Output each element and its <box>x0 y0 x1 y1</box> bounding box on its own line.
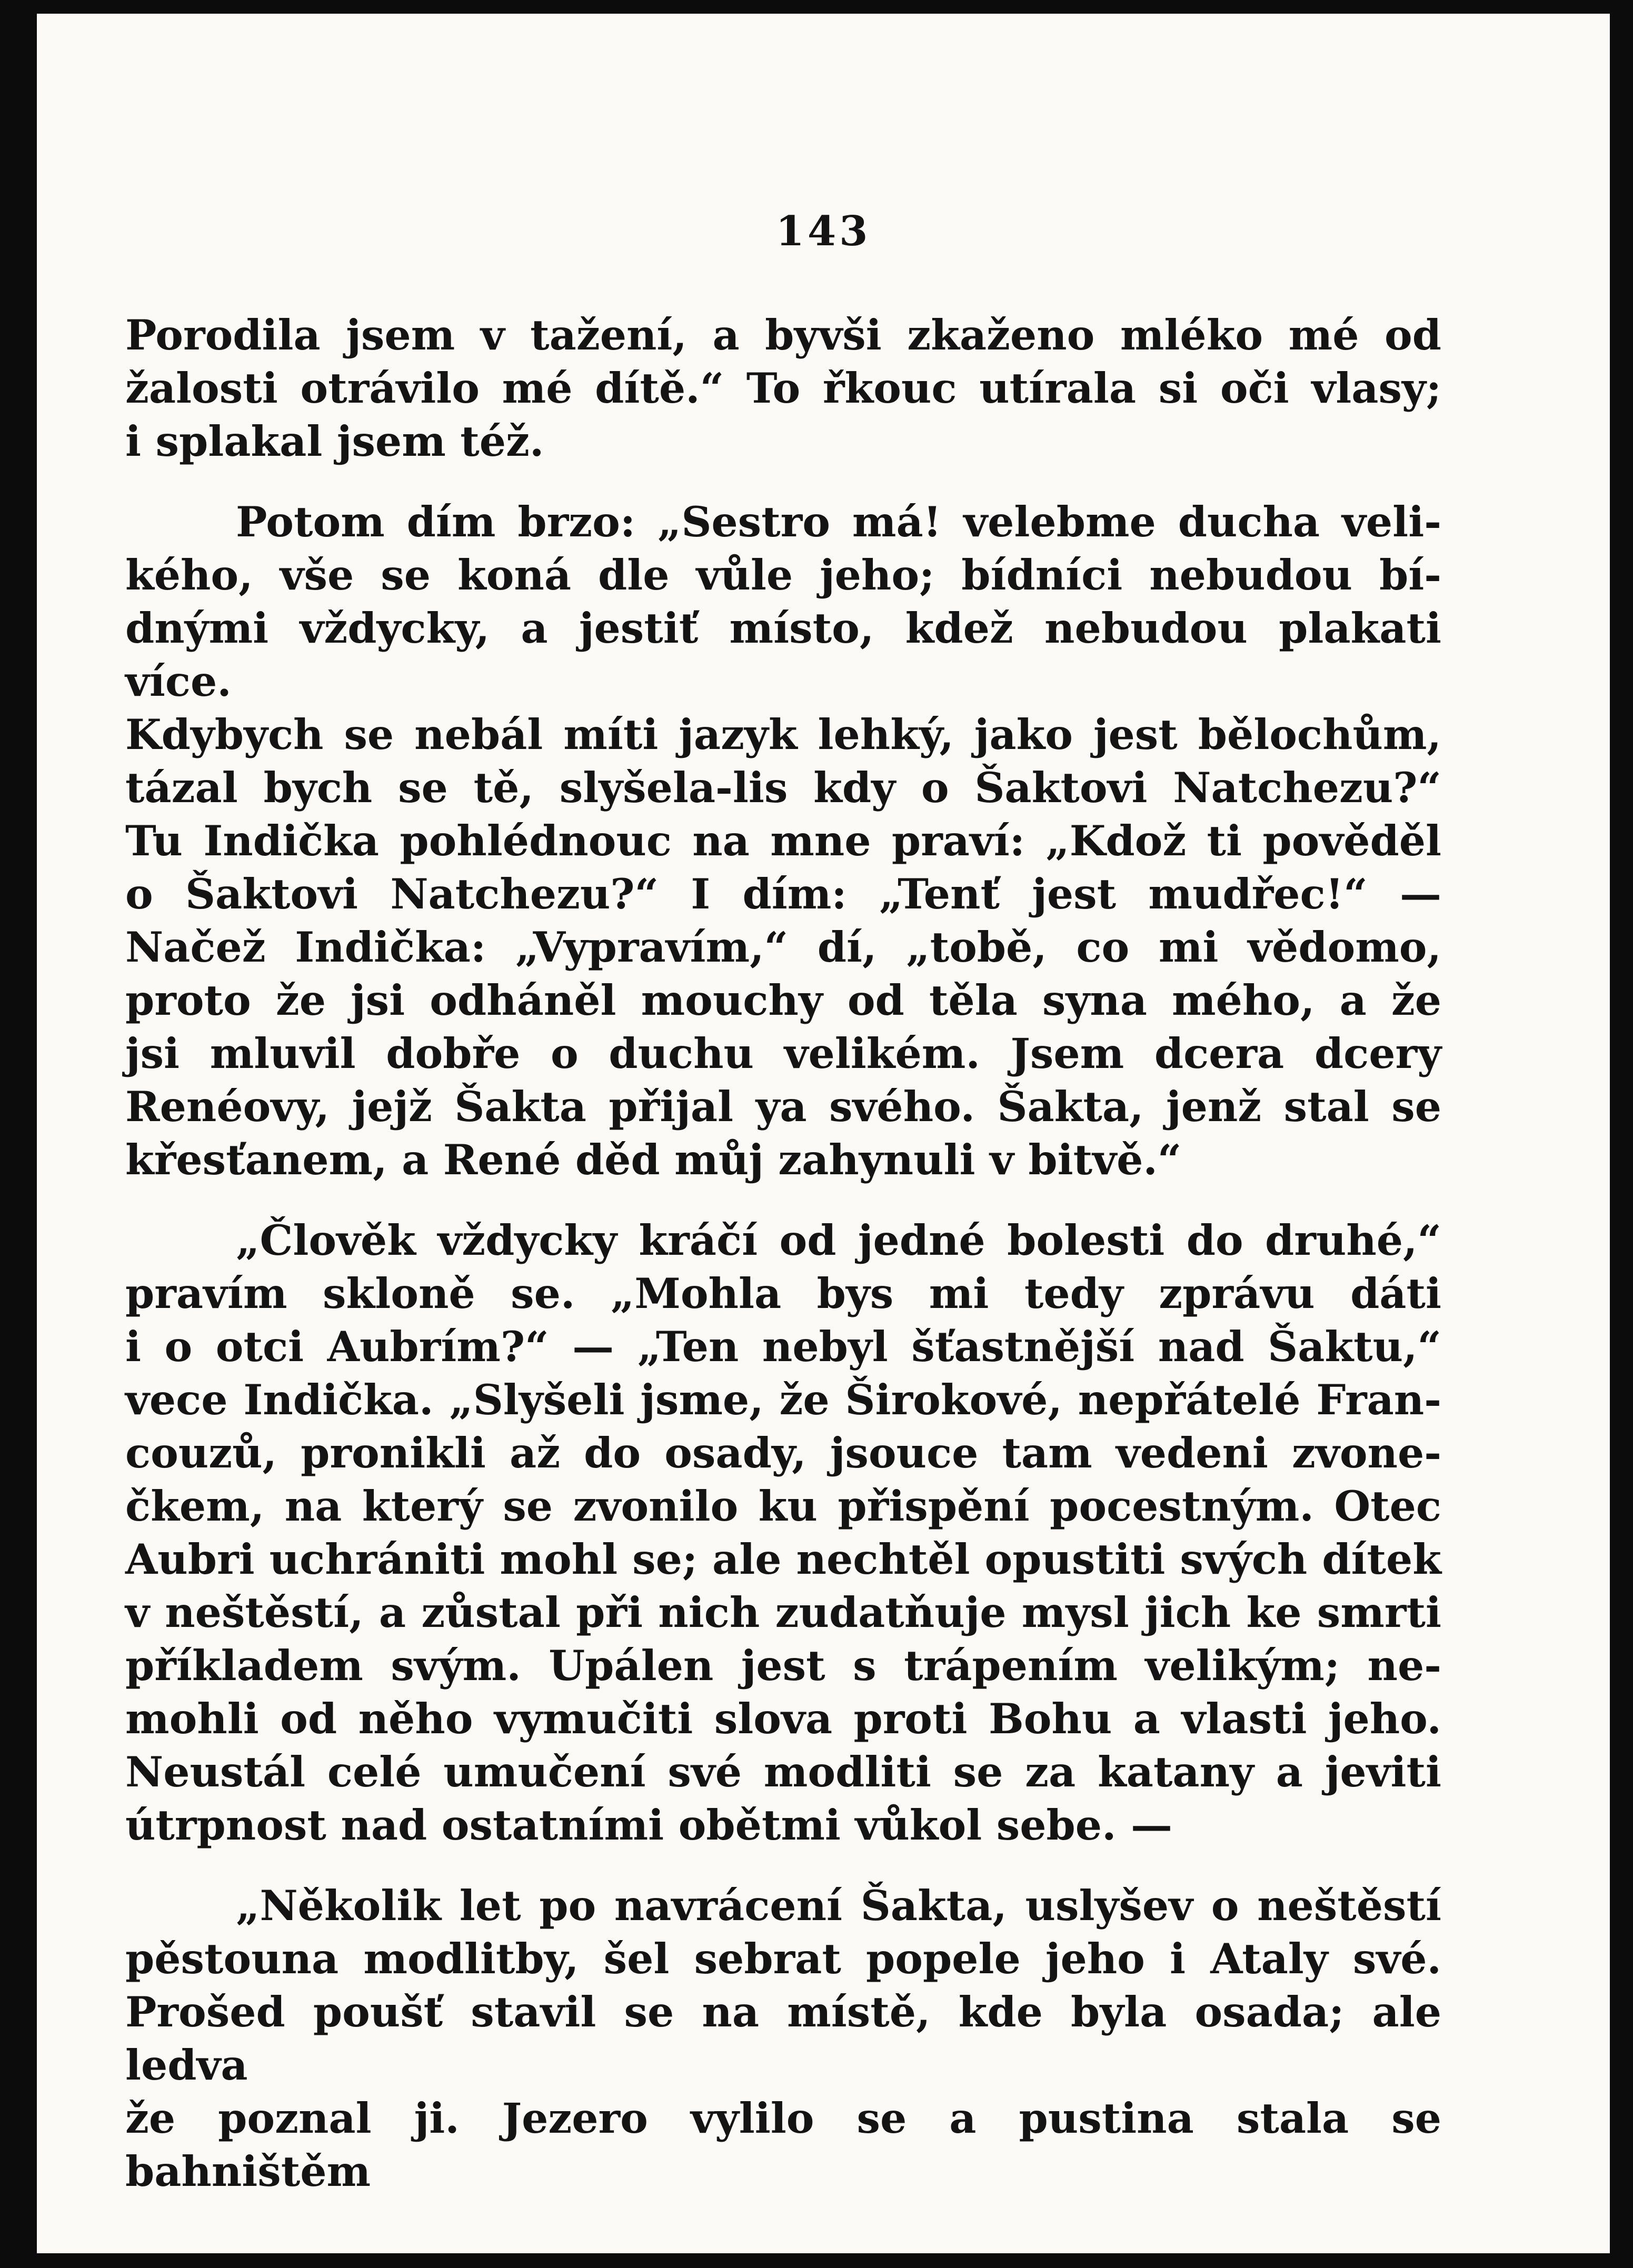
text-line: dnými vždycky, a jestiť místo, kdež nebudou plakati více. <box>125 604 1441 706</box>
text-line: příkladem svým. Upálen jest s trápením velikým; ne- <box>125 1641 1441 1690</box>
text-line: pravím skloně se. „Mohla bys mi tedy zprávu dáti <box>125 1269 1441 1318</box>
text-line: „Člověk vždycky kráčí od jedné bolesti do druhé,“ <box>236 1216 1441 1265</box>
text-line: i splakal jsem též. <box>125 417 544 466</box>
text-line: o Šaktovi Natchezu?“ I dím: „Tenť jest mudřec!“ — <box>125 870 1441 918</box>
text-line: tázal bych se tě, slyšela-lis kdy o Šaktovi Natchezu?“ <box>125 763 1441 812</box>
book-page <box>37 14 1610 2253</box>
text-line: Porodila jsem v tažení, a byvši zkaženo mléko mé od <box>125 311 1441 359</box>
text-line: proto že jsi odháněl mouchy od těla syna mého, a že <box>125 976 1441 1025</box>
text-line: Tu Indička pohlédnouc na mne praví: „Kdož ti pověděl <box>125 816 1441 865</box>
text-line: Načež Indička: „Vypravím,“ dí, „tobě, co mi vědomo, <box>125 923 1441 972</box>
text-line: Aubri uchrániti mohl se; ale nechtěl opustiti svých dítek <box>125 1535 1441 1584</box>
paragraph <box>125 495 1441 1186</box>
page-number: 143 <box>775 207 871 255</box>
text-line: útrpnost nad ostatními obětmi vůkol sebe. — <box>125 1801 1172 1850</box>
text-line: Kdybych se nebál míti jazyk lehký, jako jest bělochům, <box>125 710 1441 759</box>
paragraph <box>125 1879 1441 2198</box>
paragraph <box>125 1214 1441 1852</box>
text-line: Prošed poušť stavil se na místě, kde byla osada; ale ledva <box>125 1987 1441 2090</box>
text-line: Potom dím brzo: „Sestro má! velebme ducha veli- <box>236 497 1441 546</box>
text-line: Renéovy, jejž Šakta přijal ya svého. Šakta, jenž stal se <box>125 1082 1441 1131</box>
text-line: kého, vše se koná dle vůle jeho; bídníci nebudou bí- <box>125 551 1441 600</box>
text-line: že poznal ji. Jezero vylilo se a pustina stala se bahništěm <box>125 2094 1441 2196</box>
text-line: mohli od něho vymučiti slova proti Bohu a vlasti jeho. <box>125 1694 1441 1743</box>
text-line: jsi mluvil dobře o duchu velikém. Jsem dcera dcery <box>125 1029 1441 1078</box>
text-line: křesťanem, a René děd můj zahynuli v bitvě.“ <box>125 1135 1182 1184</box>
text-line: čkem, na který se zvonilo ku přispění pocestným. Otec <box>125 1482 1441 1531</box>
paragraph <box>125 308 1441 468</box>
page-body-text <box>125 308 1441 2198</box>
text-line: „Několik let po navrácení Šakta, uslyšev o neštěstí <box>236 1881 1441 1930</box>
text-line: pěstouna modlitby, šel sebrat popele jeho i Ataly své. <box>125 1934 1441 1983</box>
text-line: Neustál celé umučení své modliti se za katany a jeviti <box>125 1747 1441 1796</box>
text-line: žalosti otrávilo mé dítě.“ To řkouc utírala si oči vlasy; <box>125 364 1441 413</box>
text-line: vece Indička. „Slyšeli jsme, že Širokové, nepřátelé Fran- <box>125 1375 1441 1424</box>
text-line: v neštěstí, a zůstal při nich zudatňuje mysl jich ke smrti <box>125 1588 1441 1637</box>
text-line: couzů, pronikli až do osady, jsouce tam vedeni zvone- <box>125 1428 1441 1477</box>
text-line: i o otci Aubrím?“ — „Ten nebyl šťastnější nad Šaktu,“ <box>125 1322 1441 1371</box>
